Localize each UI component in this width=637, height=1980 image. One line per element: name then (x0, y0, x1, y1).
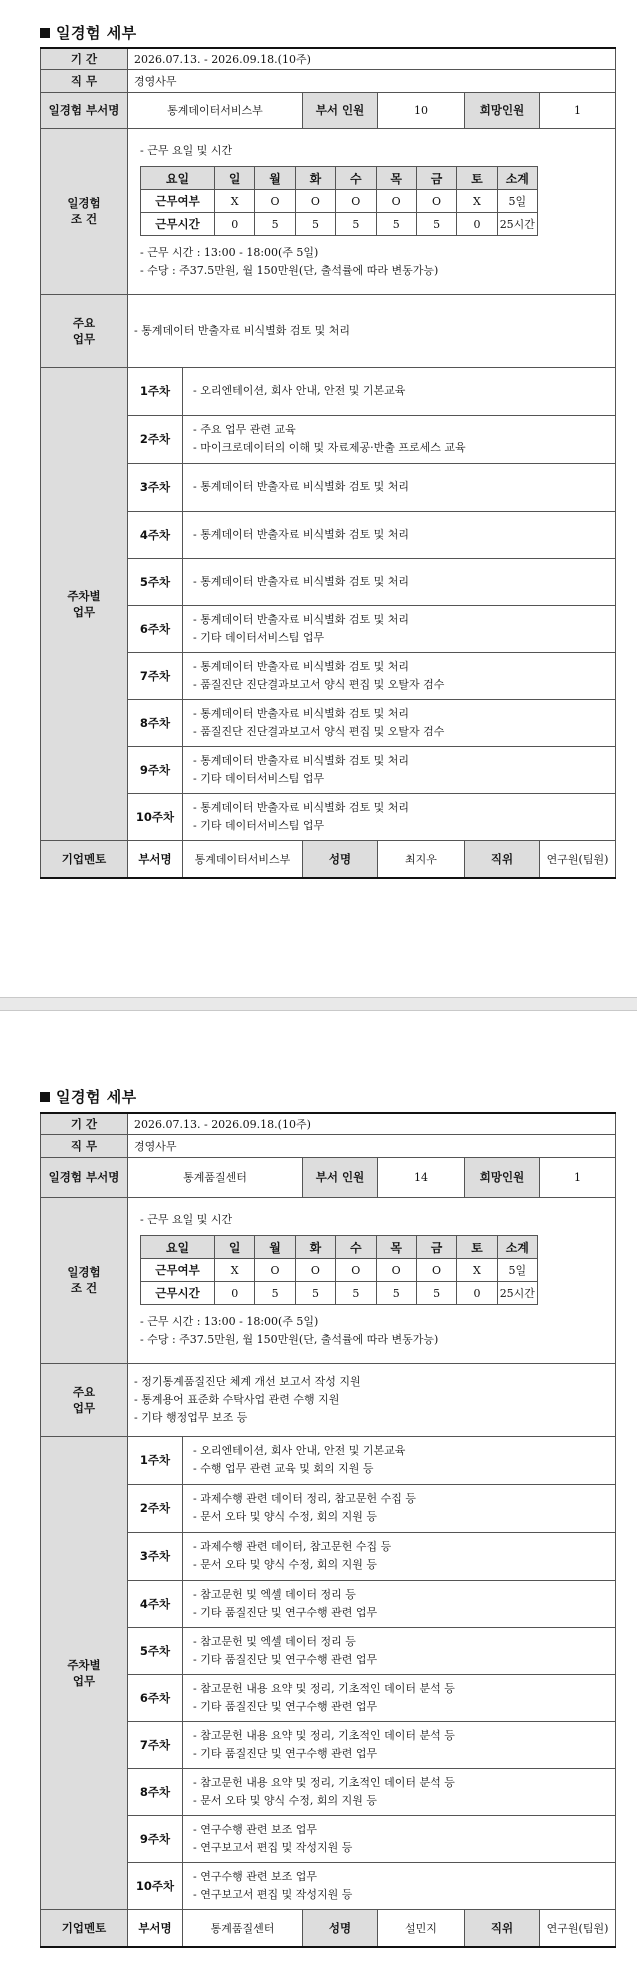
week-label: 10주차 (128, 1862, 183, 1909)
schedule-table (140, 1235, 600, 1305)
week-label: 1주차 (128, 367, 183, 415)
week-tasks: - 통계데이터 반출자료 비식별화 검토 및 처리 - 기타 데이터서비스팀 업무 (183, 605, 616, 652)
dept-staff-label: 부서 인원 (303, 92, 378, 128)
week-label: 3주차 (128, 1532, 183, 1580)
week-tasks: - 통계데이터 반출자료 비식별화 검토 및 처리 - 기타 데이터서비스팀 업무 (183, 793, 616, 840)
week-label: 4주차 (128, 511, 183, 558)
document-page-1 (0, 0, 637, 985)
week-label: 9주차 (128, 1815, 183, 1862)
week-label: 8주차 (128, 1768, 183, 1815)
page-gap (0, 998, 637, 1010)
section-title: 일경험 세부 (40, 22, 137, 43)
week-tasks: - 참고문헌 내용 요약 및 정리, 기초적인 데이터 분석 등 - 문서 오타 및 양식 수정, 회의 지원 등 (183, 1768, 616, 1815)
dept-value: 통계데이터서비스부 (128, 92, 303, 128)
week-tasks: - 오리엔테이션, 회사 안내, 안전 및 기본교육 - 수행 업무 관련 교육 및 회의 지원 등 (183, 1436, 616, 1484)
hope-value: 1 (540, 92, 616, 128)
period-value: 2026.07.13. - 2026.09.18.(10주) (128, 48, 616, 69)
week-tasks: - 참고문헌 및 엑셀 데이터 정리 등 - 기타 품질진단 및 연구수행 관련 업무 (183, 1627, 616, 1674)
week-tasks: - 오리엔테이션, 회사 안내, 안전 및 기본교육 (183, 367, 616, 415)
week-label: 6주차 (128, 1674, 183, 1721)
schedule-header-row: 요일 일 월 화 수 목 금 토 소계 (141, 1236, 600, 1259)
conditions-label: 일경험 조 건 (41, 128, 128, 294)
weekly-label: 주차별 업무 (41, 367, 128, 840)
period-value: 2026.07.13. - 2026.09.18.(10주) (128, 1113, 616, 1134)
week-label: 3주차 (128, 463, 183, 511)
week-tasks: - 참고문헌 및 엑셀 데이터 정리 등 - 기타 품질진단 및 연구수행 관련 업무 (183, 1580, 616, 1627)
week-label: 5주차 (128, 1627, 183, 1674)
mentor-label: 기업멘토 (41, 840, 128, 878)
mentor-name-label: 성명 (303, 840, 378, 878)
week-tasks: - 주요 업무 관련 교육 - 마이크로데이터의 이해 및 자료제공·반출 프로세스 교육 (183, 415, 616, 463)
work-yn-row: 근무여부 X O O O O O X 5일 (141, 190, 600, 213)
duty-value: 경영사무 (128, 69, 616, 92)
dept-label: 일경험 부서명 (41, 1157, 128, 1197)
main-tasks-cell: - 정기통계품질진단 체계 개선 보고서 작성 지원 - 통계용어 표준화 수탁사업 관련 수행 지원 - 기타 행정업무 보조 등 (128, 1363, 616, 1436)
weekly-label: 주차별 업무 (41, 1436, 128, 1909)
square-bullet-icon (40, 1092, 50, 1102)
mentor-dept-value: 통계데이터서비스부 (183, 840, 303, 878)
mentor-dept-value: 통계품질센터 (183, 1909, 303, 1947)
period-label: 기 간 (41, 1113, 128, 1134)
work-time-note: - 근무 시간 : 13:00 - 18:00(주 5일) (140, 1315, 319, 1328)
work-hours-row: 근무시간 0 5 5 5 5 5 0 25시간 (141, 1282, 600, 1305)
mentor-dept-label: 부서명 (128, 840, 183, 878)
week-label: 2주차 (128, 415, 183, 463)
mentor-pos-label: 직위 (465, 1909, 540, 1947)
period-label: 기 간 (41, 48, 128, 69)
week-label: 4주차 (128, 1580, 183, 1627)
week-tasks: - 통계데이터 반출자료 비식별화 검토 및 처리 - 품질진단 진단결과보고서 양식 편집 및 오탈자 검수 (183, 652, 616, 699)
week-tasks: - 과제수행 관련 데이터 정리, 참고문헌 수집 등 - 문서 오타 및 양식 수정, 회의 지원 등 (183, 1484, 616, 1532)
week-tasks: - 통계데이터 반출자료 비식별화 검토 및 처리 - 기타 데이터서비스팀 업무 (183, 746, 616, 793)
mentor-label: 기업멘토 (41, 1909, 128, 1947)
detail-table (40, 1112, 616, 1948)
schedule-title: - 근무 요일 및 시간 (140, 144, 233, 157)
mentor-dept-label: 부서명 (128, 1909, 183, 1947)
week-tasks: - 통계데이터 반출자료 비식별화 검토 및 처리 (183, 511, 616, 558)
week-label: 10주차 (128, 793, 183, 840)
hope-value: 1 (540, 1157, 616, 1197)
week-label: 7주차 (128, 1721, 183, 1768)
mentor-pos-label: 직위 (465, 840, 540, 878)
week-tasks: - 통계데이터 반출자료 비식별화 검토 및 처리 (183, 558, 616, 605)
conditions-label: 일경험 조 건 (41, 1197, 128, 1363)
duty-label: 직 무 (41, 69, 128, 92)
section-title: 일경험 세부 (40, 1086, 137, 1107)
mentor-name-value: 최지우 (378, 840, 465, 878)
mentor-pos-value: 연구원(팀원) (540, 1909, 616, 1947)
conditions-cell (128, 1197, 616, 1363)
week-label: 2주차 (128, 1484, 183, 1532)
work-yn-row: 근무여부 X O O O O O X 5일 (141, 1259, 600, 1282)
schedule-table (140, 166, 600, 236)
week-label: 9주차 (128, 746, 183, 793)
duty-value: 경영사무 (128, 1134, 616, 1157)
week-tasks: - 참고문헌 내용 요약 및 정리, 기초적인 데이터 분석 등 - 기타 품질진단 및 연구수행 관련 업무 (183, 1674, 616, 1721)
work-time-note: - 근무 시간 : 13:00 - 18:00(주 5일) (140, 246, 319, 259)
dept-label: 일경험 부서명 (41, 92, 128, 128)
week-tasks: - 연구수행 관련 보조 업무 - 연구보고서 편집 및 작성지원 등 (183, 1815, 616, 1862)
mentor-name-label: 성명 (303, 1909, 378, 1947)
hope-label: 희망인원 (465, 92, 540, 128)
schedule-title: - 근무 요일 및 시간 (140, 1213, 233, 1226)
week-label: 6주차 (128, 605, 183, 652)
main-tasks-label: 주요 업무 (41, 1363, 128, 1436)
week-tasks: - 연구수행 관련 보조 업무 - 연구보고서 편집 및 작성지원 등 (183, 1862, 616, 1909)
week-tasks: - 참고문헌 내용 요약 및 정리, 기초적인 데이터 분석 등 - 기타 품질진단 및 연구수행 관련 업무 (183, 1721, 616, 1768)
main-tasks-label: 주요 업무 (41, 294, 128, 367)
schedule-header-row: 요일 일 월 화 수 목 금 토 소계 (141, 167, 600, 190)
conditions-cell (128, 128, 616, 294)
week-tasks: - 과제수행 관련 데이터, 참고문헌 수집 등 - 문서 오타 및 양식 수정, 회의 지원 등 (183, 1532, 616, 1580)
mentor-name-value: 설민지 (378, 1909, 465, 1947)
mentor-pos-value: 연구원(팀원) (540, 840, 616, 878)
dept-staff-value: 14 (378, 1157, 465, 1197)
duty-label: 직 무 (41, 1134, 128, 1157)
square-bullet-icon (40, 28, 50, 38)
document-page-2 (0, 1011, 637, 1980)
week-label: 1주차 (128, 1436, 183, 1484)
dept-staff-value: 10 (378, 92, 465, 128)
dept-staff-label: 부서 인원 (303, 1157, 378, 1197)
week-label: 5주차 (128, 558, 183, 605)
pay-note: - 수당 : 주37.5만원, 월 150만원(단, 출석률에 따라 변동가능) (140, 1333, 439, 1346)
main-tasks-cell: - 통계데이터 반출자료 비식별화 검토 및 처리 (128, 294, 616, 367)
detail-table (40, 47, 616, 879)
pay-note: - 수당 : 주37.5만원, 월 150만원(단, 출석률에 따라 변동가능) (140, 264, 439, 277)
hope-label: 희망인원 (465, 1157, 540, 1197)
week-tasks: - 통계데이터 반출자료 비식별화 검토 및 처리 - 품질진단 진단결과보고서 양식 편집 및 오탈자 검수 (183, 699, 616, 746)
week-label: 7주차 (128, 652, 183, 699)
work-hours-row: 근무시간 0 5 5 5 5 5 0 25시간 (141, 213, 600, 236)
week-label: 8주차 (128, 699, 183, 746)
dept-value: 통계품질센터 (128, 1157, 303, 1197)
week-tasks: - 통계데이터 반출자료 비식별화 검토 및 처리 (183, 463, 616, 511)
